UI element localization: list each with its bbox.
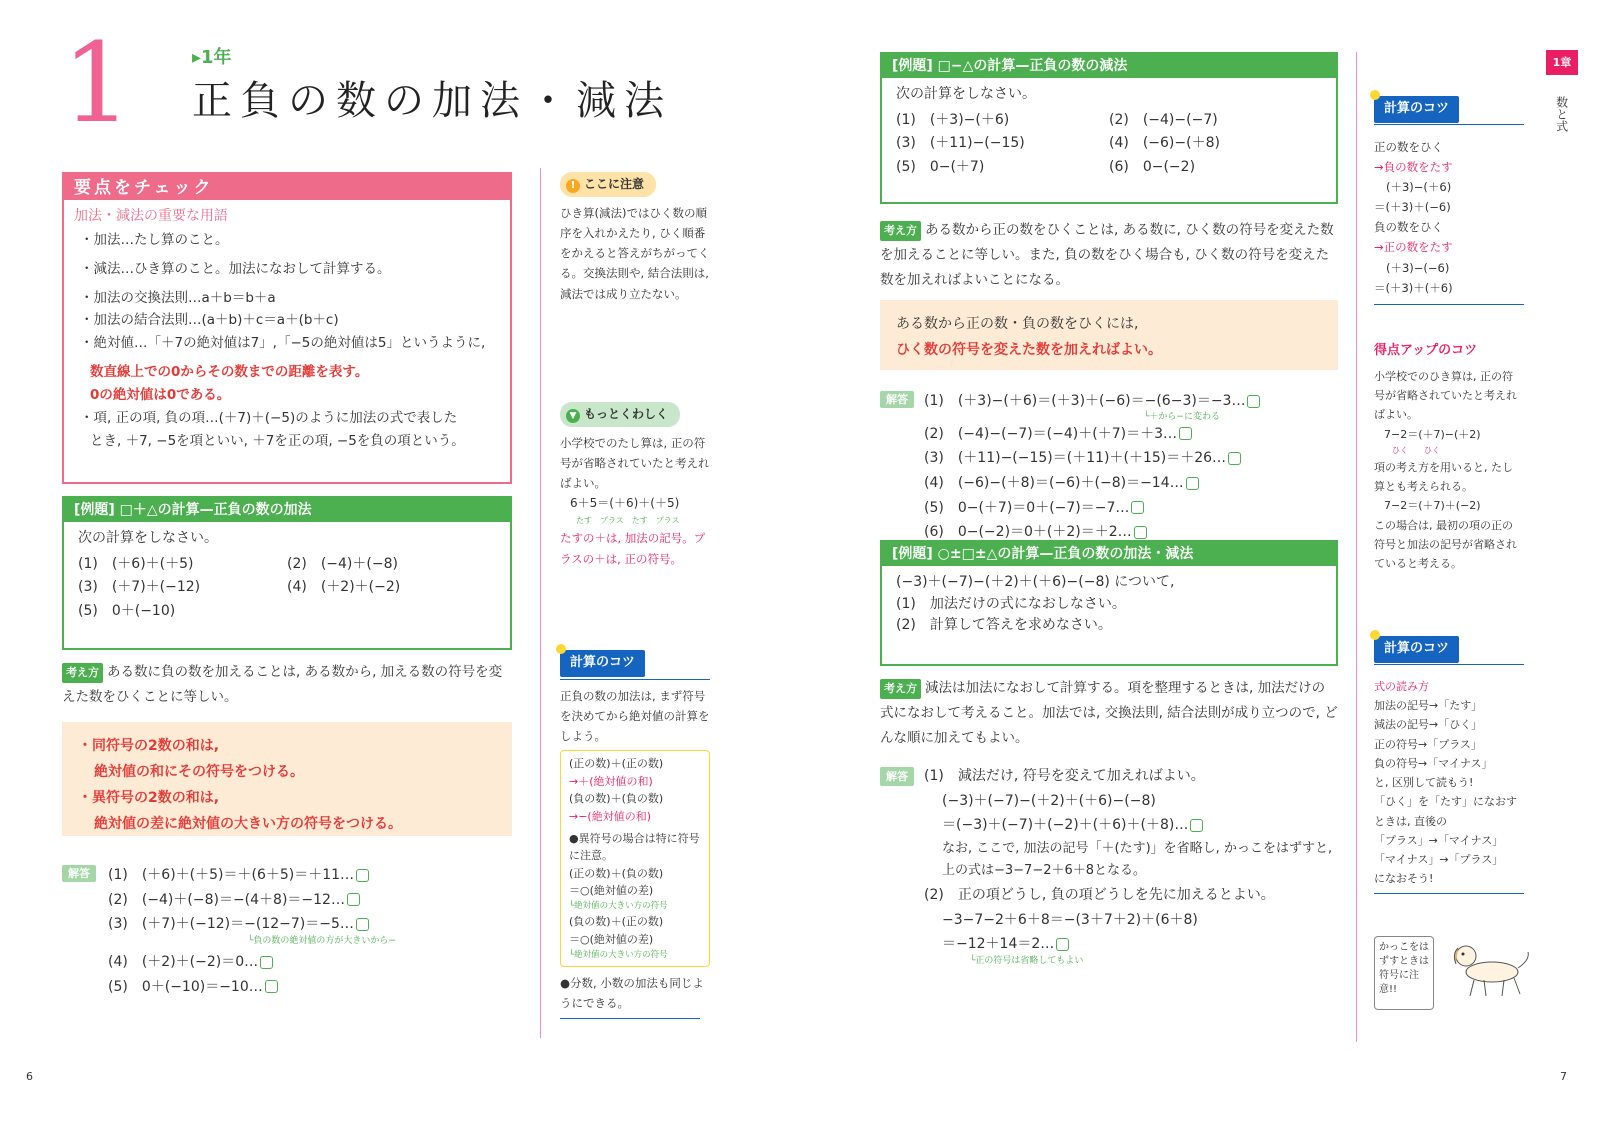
tip-text: 正負の数の加法は, まず符号を決めてから絶対値の計算をしよう。 (560, 688, 710, 743)
check-icon (347, 893, 360, 906)
tip-label: 計算のコツ (1374, 636, 1459, 663)
tip-line: (＋3)−(−6) (1386, 260, 1450, 275)
answer-tag: 解答 (62, 865, 96, 882)
checkpoint-subheading: 加法・減法の重要な用語 (74, 208, 228, 224)
problem-item: (5) 0−(＋7) (896, 159, 985, 176)
example-box-subtraction (880, 52, 1338, 204)
answer-line: (2) (−4)＋(−8)＝−(4＋8)＝−12… (108, 890, 502, 912)
answer-line: (1) (＋3)−(＋6)＝(＋3)＋(−6)＝−(6−3)＝−3… (924, 391, 1338, 413)
page-number-left: 6 (26, 1070, 33, 1083)
tip-box-line: └絶対値の大きい方の符号 (569, 900, 668, 911)
think-paragraph (880, 218, 1338, 293)
tip-line: になおそう! (1374, 872, 1434, 886)
check-icon (1228, 452, 1241, 465)
checkpoint-line: ・加法…たし算のこと。 (80, 231, 229, 248)
check-icon (1131, 501, 1144, 514)
tip-box (560, 750, 710, 967)
rule-box (62, 722, 512, 836)
tip-line: 負の符号→「マイナス」 (1374, 756, 1493, 770)
think-paragraph (880, 676, 1338, 751)
detail-label: ▼ もっとくわしく (560, 402, 680, 427)
answer-line: ＝(−3)＋(−7)＋(−2)＋(＋6)＋(＋8)… (942, 813, 1338, 838)
tip-box-line: ＝○(絶対値の差) (569, 884, 654, 898)
think-tag: 考え方 (880, 679, 921, 699)
answer-line: (3) (＋11)−(−15)＝(＋11)＋(＋15)＝＋26… (924, 448, 1338, 470)
rule-line: ・同符号の2数の和は, (78, 738, 220, 754)
answer-line: (6) 0−(−2)＝0＋(＋2)＝＋2… (924, 522, 1338, 544)
answer-block (880, 764, 1338, 966)
chapter-tab-label: 数と式 (1554, 96, 1569, 132)
rule-line: ひく数の符号を変えた数を加えればよい。 (896, 341, 1162, 358)
answer-tag: 解答 (880, 391, 914, 408)
answer-line: (3) (＋7)＋(−12)＝−(12−7)＝−5… (108, 914, 502, 936)
tip-label: 計算のコツ (560, 650, 645, 677)
detail-text: 小学校でのたし算は, 正の符号が省略されていたと考えればよい。 (560, 436, 710, 491)
rule-line: ある数から正の数・負の数をひくには, (896, 316, 1139, 332)
tip-line: ＝(＋3)＋(−6) (1374, 200, 1451, 215)
tip-line: →負の数をたす (1374, 159, 1453, 174)
checkpoint-line: とき, ＋7, −5を項といい, ＋7を正の項, −5を負の項という。 (90, 433, 465, 450)
chapter-tab[interactable]: 1章 (1546, 50, 1578, 75)
checkpoint-box (62, 172, 512, 484)
rule-line: 絶対値の差に絶対値の大きい方の符号をつける。 (94, 815, 402, 832)
problem-item: (2) (−4)＋(−8) (287, 555, 398, 572)
tip-middle (560, 650, 710, 1019)
tip-formula: 7−2＝(＋7)−(＋2) (1384, 427, 1481, 441)
tip-line: →正の数をたす (1374, 240, 1453, 255)
problem-item: (3) (＋7)＋(−12) (78, 579, 201, 596)
rule-box (880, 300, 1338, 370)
problem-item: (4) (−6)−(＋8) (1109, 135, 1220, 152)
tip-text: 小学校でのひき算は, 正の符号が省略されていたと考えればよい。 (1374, 369, 1517, 422)
think-text: ある数から正の数をひくことは, ある数に, ひく数の符号を変えた数を加えることに等しい。また, 負の数をひく場合も, ひく数の符号を変えた数を加えればよいことになる。 (880, 222, 1334, 288)
tip-formula-note: ひく ひく (1392, 445, 1440, 455)
example-box-mixed (880, 540, 1338, 666)
tip-head: 式の読み方 (1374, 679, 1429, 693)
think-tag: 考え方 (62, 663, 103, 683)
answer-line: (5) 0−(＋7)＝0＋(−7)＝−7… (924, 498, 1338, 520)
caution-label: ! ここに注意 (560, 172, 656, 197)
tip-right-1 (1374, 96, 1524, 305)
check-icon (1190, 819, 1203, 832)
think-tag: 考え方 (880, 221, 921, 241)
checkpoint-line: ・絶対値…「＋7の絶対値は7」,「−5の絶対値は5」というように, (80, 335, 486, 352)
problem-item: (5) 0＋(−10) (78, 603, 176, 620)
answer-line: −3−7−2＋6＋8＝−(3＋7＋2)＋(6＋8) (942, 911, 1198, 928)
example-line: (1) 加法だけの式になおしなさい。 (896, 595, 1126, 612)
rule-line: 絶対値の和にその符号をつける。 (94, 763, 304, 780)
dog-icon (1444, 934, 1534, 1004)
answer-line: (1) 減法だけ, 符号を変えて加えればよい。 (924, 768, 1205, 784)
dog-speech-box: かっこをはずすときは符号に注意!! (1374, 936, 1434, 1010)
think-text: 減法は加法になおして計算する。項を整理するときは, 加法だけの式になおして考えること。加法では, 交換法則, 結合法則が成り立つので, どんな順に加えてもよい。 (880, 680, 1338, 746)
think-text: ある数に負の数を加えることは, ある数から, 加える数の符号を変えた数をひくことに等しい。 (62, 664, 503, 705)
tip-box-line: ＝○(絶対値の差) (569, 933, 654, 947)
answer-tag: 解答 (880, 767, 914, 786)
detail-formula-note: たす プラス たす プラス (576, 516, 680, 526)
tip-line: 減法の記号→「ひく」 (1374, 718, 1483, 732)
answer-line: なお, ここで, 加法の記号「＋(たす)」を省略し, かっこをはずすと, 上の式は−3−7−2＋6＋8となる。 (942, 840, 1333, 879)
answer-line: (4) (＋2)＋(−2)＝0… (108, 952, 502, 974)
answer-line: ＝−12＋14＝2… (942, 932, 1338, 957)
tip-text: 項の考え方を用いると, たし算とも考えられる。 (1374, 460, 1513, 493)
answer-block (880, 388, 1338, 547)
answer-note: └＋から−に変わる (1144, 411, 1220, 422)
detail-note (560, 402, 710, 569)
check-icon (260, 956, 273, 969)
problem-item: (1) (＋6)＋(＋5) (78, 555, 194, 572)
rule-line: ・異符号の2数の和は, (78, 789, 220, 806)
tip-box-line: ●異符号の場合は特に符号に注意。 (569, 831, 700, 863)
tip-box-line: (正の数)＋(正の数) (569, 757, 664, 771)
check-icon (1056, 938, 1069, 951)
tip-line: (＋3)−(＋6) (1386, 180, 1452, 194)
tip-line: 正の数をひく (1374, 139, 1443, 154)
example-prompt: 次の計算をしなさい。 (78, 530, 218, 546)
column-divider (540, 168, 541, 1038)
chapter-number: 1 (62, 19, 132, 147)
checkpoint-line: 0の絶対値は0である。 (90, 387, 231, 404)
check-icon (356, 869, 369, 882)
exclamation-icon: ! (566, 179, 580, 193)
answer-line: (2) 正の項どうし, 負の項どうしを先に加えるとよい。 (924, 887, 1275, 903)
answer-line: (4) (−6)−(＋8)＝(−6)＋(−8)＝−14… (924, 473, 1338, 495)
tip-box-line: →−(絶対値の和) (569, 809, 652, 823)
example-heading: [例題] □−△の計算—正負の数の減法 (882, 54, 1336, 78)
tip-box-line: (負の数)＋(負の数) (569, 792, 664, 806)
checkpoint-line: ・減法…ひき算のこと。加法になおして計算する。 (80, 260, 391, 277)
problem-item: (2) (−4)−(−7) (1109, 111, 1218, 128)
answer-line: (2) (−4)−(−7)＝(−4)＋(＋7)＝＋3… (924, 424, 1338, 446)
tip-line: 正の符号→「プラス」 (1374, 737, 1482, 751)
checkpoint-line: ・項, 正の項, 負の項…(＋7)＋(−5)のように加法の式で表した (80, 410, 458, 427)
answer-note: └正の符号は省略してもよい (970, 955, 1084, 966)
example-heading: [例題] ○±□±△の計算—正負の数の加法・減法 (882, 542, 1336, 566)
check-icon (1186, 477, 1199, 490)
chevron-down-icon: ▼ (566, 409, 580, 423)
checkpoint-line: ・加法の結合法則…(a＋b)＋c＝a＋(b＋c) (80, 312, 339, 329)
example-box-addition (62, 496, 512, 650)
problem-item: (1) (＋3)−(＋6) (896, 111, 1010, 128)
tip-right-2 (1374, 340, 1522, 573)
tip-box-line: └絶対値の大きい方の符号 (569, 949, 668, 960)
tip-formula: 7−2＝(＋7)＋(−2) (1384, 499, 1481, 513)
answer-line: (−3)＋(−7)−(＋2)＋(＋6)−(−8) (942, 792, 1156, 809)
example-line: (2) 計算して答えを求めなさい。 (896, 617, 1112, 634)
grade-label: ▸1年 (192, 47, 232, 68)
tip-line: と, 区別して読もう! (1374, 776, 1474, 789)
tip-box-line: (負の数)＋(正の数) (569, 915, 664, 929)
think-paragraph (62, 660, 512, 710)
tip-line: 「マイナス」→「プラス」 (1374, 853, 1504, 866)
answer-note: └負の数の絶対値の方が大きいから− (248, 936, 396, 947)
check-icon (1247, 395, 1260, 408)
page-number-right: 7 (1560, 1070, 1567, 1083)
tip-right-3 (1374, 636, 1524, 894)
answer-block (62, 862, 502, 1001)
tip-line: 負の数をひく (1374, 220, 1443, 235)
tip-footer: ●分数, 小数の加法も同じようにできる。 (560, 976, 704, 1011)
caution-text: ひき算(減法)ではひく数の順序を入れかえたり, ひく順番をかえると答えがちがってくる。交換法則や, 結合法則は, 減法では成り立たない。 (560, 206, 710, 301)
check-icon (1134, 526, 1147, 539)
problem-item: (3) (＋11)−(−15) (896, 135, 1025, 152)
page-title: 正負の数の加法・減法 (192, 78, 672, 124)
answer-line: (5) 0＋(−10)＝−10… (108, 977, 502, 999)
tip-line: ＝(＋3)＋(＋6) (1374, 280, 1453, 295)
detail-formula: 6＋5＝(＋6)＋(＋5) (570, 496, 680, 511)
checkpoint-line: 数直線上での0からその数までの距離を表す。 (90, 364, 369, 381)
checkpoint-line: ・加法の交換法則…a＋b＝b＋a (80, 289, 276, 306)
check-icon (356, 918, 369, 931)
tip-line: 「プラス」→「マイナス」 (1374, 833, 1504, 847)
tip-label: 計算のコツ (1374, 96, 1459, 123)
example-heading: [例題] □＋△の計算—正負の数の加法 (64, 498, 510, 522)
column-divider (1356, 52, 1357, 1042)
problem-item: (4) (＋2)＋(−2) (287, 579, 401, 596)
caution-note (560, 172, 710, 304)
tip-label: 得点アップのコツ (1374, 343, 1478, 358)
detail-footer: たすの＋は, 加法の記号。プラスの＋は, 正の符号。 (560, 531, 706, 566)
checkpoint-heading: 要点をチェック (64, 174, 510, 200)
example-prompt: 次の計算をしなさい。 (896, 86, 1036, 102)
check-icon (265, 980, 278, 993)
answer-line: (1) (＋6)＋(＋5)＝＋(6＋5)＝＋11… (108, 865, 502, 887)
tip-box-line: (正の数)＋(負の数) (569, 866, 664, 880)
tip-box-line: →＋(絶対値の和) (569, 774, 653, 788)
tip-text: この場合は, 最初の項の正の符号と加法の記号が省略されていると考える。 (1374, 518, 1517, 570)
problem-item: (6) 0−(−2) (1109, 159, 1196, 176)
check-icon (1179, 427, 1192, 440)
tip-line: 加法の記号→「たす」 (1374, 699, 1483, 712)
example-line: (−3)＋(−7)−(＋2)＋(＋6)−(−8) について, (896, 574, 1175, 590)
tip-line: 「ひく」を「たす」になおすときは, 直後の (1374, 795, 1517, 828)
